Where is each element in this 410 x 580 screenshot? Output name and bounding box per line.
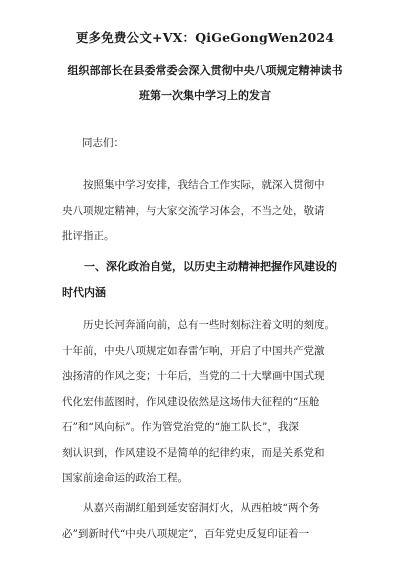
title-line-2: 班第一次集中学习上的发言 [139,89,271,102]
section-heading-1 [62,254,354,305]
title-line-1: 组织部部长在县委常委会深入贯彻中央八项规定精神读书 [67,64,343,77]
intro-paragraph [62,173,352,250]
body-paragraph-1 [62,313,352,492]
greeting: 同志们： [82,137,124,149]
body-line: 从嘉兴南湖红船到延安窑洞灯火，从西柏坡“两个务 [83,502,320,514]
intro-line: 批评指正。 [62,230,115,242]
intro-line: 央八项规定精神，与大家交流学习体会，不当之处，敬请 [62,204,325,217]
body-line: 十年前，中央八项规定如春雷乍响，开启了中国共产党激 [62,344,325,357]
body-line: 历史长河奔涌向前，总有一些时刻标注着文明的刻度。 [83,319,335,331]
section-heading-line: 一、深化政治自觉，以历史主动精神把握作风建设的 [84,260,337,273]
body-line: 石”和“风向标”。作为管党治党的“施工队长”，我深 [62,421,299,433]
document-title [58,58,352,108]
body-line: 刻认识到，作风建设不是简单的纪律约束，而是关系党和 [62,446,325,459]
section-heading-line: 时代内涵 [62,285,106,299]
body-line: 必”到新时代“中央八项规定”，百年党史反复印证着一 [62,527,310,540]
body-line: 浊扬清的作风之变；十年后，当党的二十大擘画中国式现 [62,370,325,382]
body-paragraph-2 [62,496,352,547]
promo-header: 更多免费公文+VX：QiGeGongWen2024 [75,30,335,45]
body-line: 国家前途命运的政治工程。 [62,472,188,484]
body-line: 代化宏伟蓝图时，作风建设依然是这场伟大征程的“压舱 [62,395,320,408]
intro-line: 按照集中学习安排，我结合工作实际，就深入贯彻中 [83,179,325,191]
